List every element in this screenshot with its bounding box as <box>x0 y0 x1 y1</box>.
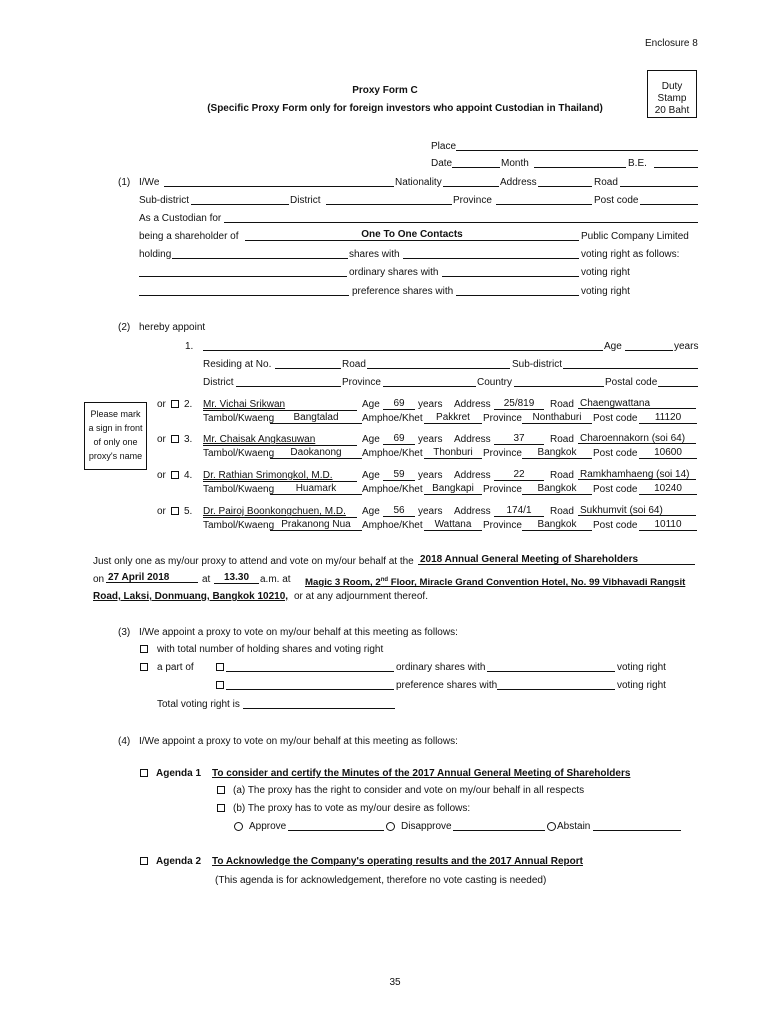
part-ordinary-field[interactable] <box>226 660 394 672</box>
postcode-field[interactable] <box>640 193 698 205</box>
part-preference-voting-field[interactable] <box>497 678 615 690</box>
proxy-4-road: Ramkhamhaeng (soi 14) <box>578 469 696 480</box>
section-4-number: (4) <box>118 736 131 747</box>
proxy-3-checkbox[interactable] <box>171 435 179 443</box>
month-label: Month <box>501 158 529 169</box>
agenda-1-label: Agenda 1 <box>156 768 202 779</box>
custodian-field[interactable] <box>224 211 698 223</box>
proxy-4-name: Dr. Rathian Srimongkol, M.D. <box>203 470 333 481</box>
proxy-5-tambol: Prakanong Nua <box>270 519 362 531</box>
agenda-1-title: To consider and certify the Minutes of the 2017 Annual General Meeting of Shareholders <box>212 768 631 779</box>
meeting-name: 2018 Annual General Meeting of Shareholders <box>418 554 695 565</box>
proxy-1-years-label: years <box>674 341 699 352</box>
proxy-4-province: Bangkok <box>522 483 592 495</box>
proxy-4-postcode-label: Post code <box>593 484 638 495</box>
proxy-5-road: Sukhumvit (soi 64) <box>578 505 696 516</box>
enclosure-label: Enclosure 8 <box>645 38 698 49</box>
proxy-3-postcode: 10600 <box>639 447 697 459</box>
proxy-2-checkbox[interactable] <box>171 400 179 408</box>
part-preference-field[interactable] <box>226 678 394 690</box>
proxy-2-name: Mr. Vichai Srikwan <box>203 399 286 410</box>
proxy-3-name: Mr. Chaisak Angkasuwan <box>203 434 316 445</box>
on-label: on <box>93 574 105 585</box>
proxy-2-address-label: Address <box>454 399 491 410</box>
approve-label: Approve <box>249 821 287 832</box>
residing-label: Residing at No. <box>203 359 272 370</box>
total-voting-field[interactable] <box>243 697 395 709</box>
proxy-3-amphoe-label: Amphoe/Khet <box>362 448 423 459</box>
proxy-1-road-label: Road <box>342 359 366 370</box>
venue-part-2: Floor, Miracle Grand Convention Hotel, No. 99 Vibhavadi Rangsit <box>388 577 686 589</box>
iwe-label: I/We <box>139 177 160 188</box>
proxy-2-age-label: Age <box>362 399 380 410</box>
proxy-5-postcode-label: Post code <box>593 520 638 531</box>
stamp-line-3: 20 Baht <box>654 105 690 116</box>
proxy-2-or: or <box>157 399 166 410</box>
date-field[interactable] <box>452 156 500 168</box>
road-field[interactable] <box>620 175 698 187</box>
subdistrict-field[interactable] <box>191 193 289 205</box>
proxy-5-amphoe-label: Amphoe/Khet <box>362 520 423 531</box>
proxy-3-road-label: Road <box>550 434 574 445</box>
am-label: a.m. at <box>260 574 291 585</box>
place-field[interactable] <box>456 139 698 151</box>
proxy-3-number: 3. <box>184 434 193 445</box>
residing-field[interactable] <box>275 357 341 369</box>
hereby-appoint-label: hereby appoint <box>139 322 206 333</box>
proxy-2-postcode-label: Post code <box>593 413 638 424</box>
proxy-2-years-label: years <box>418 399 443 410</box>
postcode-label: Post code <box>594 195 639 206</box>
abstain-field[interactable] <box>593 819 681 831</box>
form-subtitle: (Specific Proxy Form only for foreign investors who appoint Custodian in Thailand) <box>207 103 603 114</box>
proxy-1-province-field[interactable] <box>383 375 476 387</box>
venue-sup: nd <box>380 577 389 583</box>
meeting-intro: Just only one as my/our proxy to attend and vote on my/our behalf at the <box>93 556 414 567</box>
part-ordinary-label: ordinary shares with <box>396 662 486 673</box>
approve-radio[interactable] <box>234 822 243 831</box>
proxy-4-road-label: Road <box>550 470 574 481</box>
place-label: Place <box>431 141 457 152</box>
agenda-2-checkbox[interactable] <box>140 857 148 865</box>
proxy-2-number: 2. <box>184 399 193 410</box>
proxy-3-address: 37 <box>494 433 544 445</box>
proxy-4-age-label: Age <box>362 470 380 481</box>
part-ordinary-voting-label: voting right <box>617 662 666 673</box>
proxy-1-subdistrict-label: Sub-district <box>512 359 563 370</box>
disapprove-field[interactable] <box>453 819 545 831</box>
proxy-3-tambol-label: Tambol/Kwaeng <box>203 448 275 459</box>
part-ordinary-voting-field[interactable] <box>487 660 615 672</box>
agenda-1-option-b-checkbox[interactable] <box>217 804 225 812</box>
ordinary-voting-label: voting right <box>581 267 630 278</box>
proxy-2-postcode: 11120 <box>639 412 697 424</box>
preference-voting-field[interactable] <box>456 284 579 296</box>
proxy-5-name: Dr. Pairoj Boonkongchuen, M.D. <box>203 506 346 517</box>
be-field[interactable] <box>654 156 698 168</box>
ordinary-shares-field[interactable] <box>139 265 347 277</box>
company-name-field[interactable]: One To One Contacts <box>245 229 579 241</box>
preference-shares-field[interactable] <box>139 284 349 296</box>
proxy-3-tambol: Daokanong <box>270 447 362 459</box>
proxy-4-checkbox[interactable] <box>171 471 179 479</box>
proxy-5-province: Bangkok <box>522 519 592 531</box>
district-label: District <box>290 195 321 206</box>
proxy-3-address-label: Address <box>454 434 491 445</box>
road-label: Road <box>594 177 618 188</box>
meeting-tail: or at any adjournment thereof. <box>294 591 428 602</box>
proxy-3-name-underline <box>203 445 357 446</box>
proxy-1-age-field[interactable] <box>625 339 673 351</box>
proxy-5-amphoe: Wattana <box>424 519 482 531</box>
ordinary-label: ordinary shares with <box>349 267 439 278</box>
proxy-1-district-label: District <box>203 377 234 388</box>
meeting-time: 13.30 <box>214 572 259 584</box>
proxy-2-road-label: Road <box>550 399 574 410</box>
be-label: B.E. <box>628 158 647 169</box>
proxy-3-province: Bangkok <box>522 447 592 459</box>
proxy-5-number: 5. <box>184 506 193 517</box>
disapprove-radio[interactable] <box>386 822 395 831</box>
company-suffix: Public Company Limited <box>581 231 689 242</box>
proxy-4-address-label: Address <box>454 470 491 481</box>
proxy-3-age: 69 <box>383 433 415 445</box>
proxy-2-address: 25/819 <box>494 398 544 410</box>
proxy-4-years-label: years <box>418 470 443 481</box>
holding-field[interactable] <box>172 247 348 259</box>
proxy-4-postcode: 10240 <box>639 483 697 495</box>
abstain-radio[interactable] <box>547 822 556 831</box>
shares-with-label: shares with <box>349 249 400 260</box>
agenda-2-title: To Acknowledge the Company's operating results and the 2017 Annual Report <box>212 856 583 867</box>
proxy-2-province: Nonthaburi <box>522 412 592 424</box>
iwe-field[interactable] <box>164 175 394 187</box>
proxy-1-age-label: Age <box>604 341 622 352</box>
proxy-1-subdistrict-field[interactable] <box>563 357 698 369</box>
section-3-number: (3) <box>118 627 131 638</box>
part-preference-label: preference shares with <box>396 680 498 691</box>
agenda-1-checkbox[interactable] <box>140 769 148 777</box>
proxy-5-age: 56 <box>383 505 415 517</box>
mark-note-box <box>84 402 147 470</box>
proxy-3-years-label: years <box>418 434 443 445</box>
shareholder-label: being a shareholder of <box>139 231 239 242</box>
agenda-2-note: (This agenda is for acknowledgement, therefore no vote casting is needed) <box>215 875 547 886</box>
agenda-1-option-a-checkbox[interactable] <box>217 786 225 794</box>
mark-note-line-1: Please mark <box>90 409 141 419</box>
month-field[interactable] <box>534 156 626 168</box>
proxy-4-tambol-label: Tambol/Kwaeng <box>203 484 275 495</box>
part-shares-checkbox[interactable] <box>140 663 148 671</box>
proxy-5-tambol-label: Tambol/Kwaeng <box>203 520 275 531</box>
proxy-4-amphoe: Bangkapi <box>424 483 482 495</box>
preference-voting-label: voting right <box>581 286 630 297</box>
mark-note-line-3: of only one <box>93 437 138 447</box>
part-ordinary-checkbox[interactable] <box>216 663 224 671</box>
nationality-label: Nationality <box>395 177 442 188</box>
agenda-1-option-a: (a) The proxy has the right to consider and vote on my/our behalf in all respects <box>233 785 585 796</box>
proxy-1-name-field[interactable] <box>203 339 603 351</box>
proxy-2-road: Chaengwattana <box>578 398 696 409</box>
proxy-1-postal-field[interactable] <box>658 375 698 387</box>
province-field[interactable] <box>496 193 592 205</box>
proxy-3-postcode-label: Post code <box>593 448 638 459</box>
abstain-label: Abstain <box>557 821 591 832</box>
proxy-1-number: 1. <box>185 341 194 352</box>
proxy-1-country-label: Country <box>477 377 513 388</box>
proxy-5-postcode: 10110 <box>639 519 697 531</box>
proxy-4-province-label: Province <box>483 484 522 495</box>
nationality-field[interactable] <box>443 175 499 187</box>
proxy-4-tambol: Huamark <box>270 483 362 495</box>
section-4-intro: I/We appoint a proxy to vote on my/our behalf at this meeting as follows: <box>139 736 458 747</box>
disapprove-label: Disapprove <box>401 821 452 832</box>
stamp-line-1: Duty <box>661 81 683 92</box>
ordinary-voting-field[interactable] <box>442 265 579 277</box>
proxy-4-or: or <box>157 470 166 481</box>
proxy-2-amphoe: Pakkret <box>424 412 482 424</box>
proxy-1-postal-label: Postal code <box>605 377 658 388</box>
agenda-1-option-b: (b) The proxy has to vote as my/our desire as follows: <box>233 803 471 814</box>
form-title: Proxy Form C <box>352 85 418 96</box>
proxy-5-road-label: Road <box>550 506 574 517</box>
proxy-4-number: 4. <box>184 470 193 481</box>
total-shares-checkbox[interactable] <box>140 645 148 653</box>
venue-part-1: Magic 3 Room, 2 <box>305 577 381 589</box>
proxy-2-tambol-label: Tambol/Kwaeng <box>203 413 275 424</box>
preference-label: preference shares with <box>352 286 454 297</box>
proxy-2-tambol: Bangtalad <box>270 412 362 424</box>
proxy-3-province-label: Province <box>483 448 522 459</box>
voting-follows-label: voting right as follows: <box>581 249 680 260</box>
proxy-4-age: 59 <box>383 469 415 481</box>
district-field[interactable] <box>326 193 452 205</box>
meeting-venue-line-1 <box>305 574 685 589</box>
mark-note-line-2: a sign in front <box>88 423 143 433</box>
proxy-3-age-label: Age <box>362 434 380 445</box>
proxy-2-amphoe-label: Amphoe/Khet <box>362 413 423 424</box>
proxy-1-road-field[interactable] <box>367 357 510 369</box>
subdistrict-label: Sub-district <box>139 195 190 206</box>
proxy-3-road: Charoennakorn (soi 64) <box>578 433 696 444</box>
province-label: Province <box>453 195 492 206</box>
section-1-number: (1) <box>118 177 131 188</box>
at-label: at <box>202 574 211 585</box>
proxy-5-checkbox[interactable] <box>171 507 179 515</box>
agenda-2-label: Agenda 2 <box>156 856 202 867</box>
date-label: Date <box>431 158 453 169</box>
meeting-date: 27 April 2018 <box>106 572 198 583</box>
proxy-1-district-field[interactable] <box>236 375 341 387</box>
section-3-intro: I/We appoint a proxy to vote on my/our behalf at this meeting as follows: <box>139 627 458 638</box>
holding-label: holding <box>139 249 172 260</box>
mark-note-line-4: proxy's name <box>88 451 143 461</box>
part-preference-checkbox[interactable] <box>216 681 224 689</box>
proxy-2-age: 69 <box>383 398 415 410</box>
proxy-1-country-field[interactable] <box>514 375 604 387</box>
proxy-5-age-label: Age <box>362 506 380 517</box>
address-label: Address <box>500 177 537 188</box>
custodian-label: As a Custodian for <box>139 213 222 224</box>
proxy-2-name-underline <box>203 410 357 411</box>
total-voting-label: Total voting right is <box>157 699 240 710</box>
proxy-1-province-label: Province <box>342 377 381 388</box>
proxy-5-years-label: years <box>418 506 443 517</box>
proxy-3-or: or <box>157 434 166 445</box>
proxy-4-name-underline <box>203 481 357 482</box>
proxy-5-province-label: Province <box>483 520 522 531</box>
address-field[interactable] <box>538 175 592 187</box>
proxy-3-amphoe: Thonburi <box>424 447 482 459</box>
part-of-label: a part of <box>157 662 194 673</box>
proxy-5-name-underline <box>203 517 357 518</box>
page-number: 35 <box>389 977 401 988</box>
proxy-5-or: or <box>157 506 166 517</box>
total-shares-label: with total number of holding shares and voting right <box>157 644 384 655</box>
approve-field[interactable] <box>288 819 384 831</box>
proxy-5-address: 174/1 <box>494 505 544 517</box>
meeting-venue-line-2: Road, Laksi, Donmuang, Bangkok 10210, <box>93 591 289 602</box>
stamp-line-2: Stamp <box>657 93 687 104</box>
proxy-5-address-label: Address <box>454 506 491 517</box>
proxy-4-amphoe-label: Amphoe/Khet <box>362 484 423 495</box>
proxy-4-address: 22 <box>494 469 544 481</box>
part-preference-voting-label: voting right <box>617 680 666 691</box>
section-2-number: (2) <box>118 322 131 333</box>
shares-voting-field[interactable] <box>403 247 579 259</box>
proxy-2-province-label: Province <box>483 413 522 424</box>
